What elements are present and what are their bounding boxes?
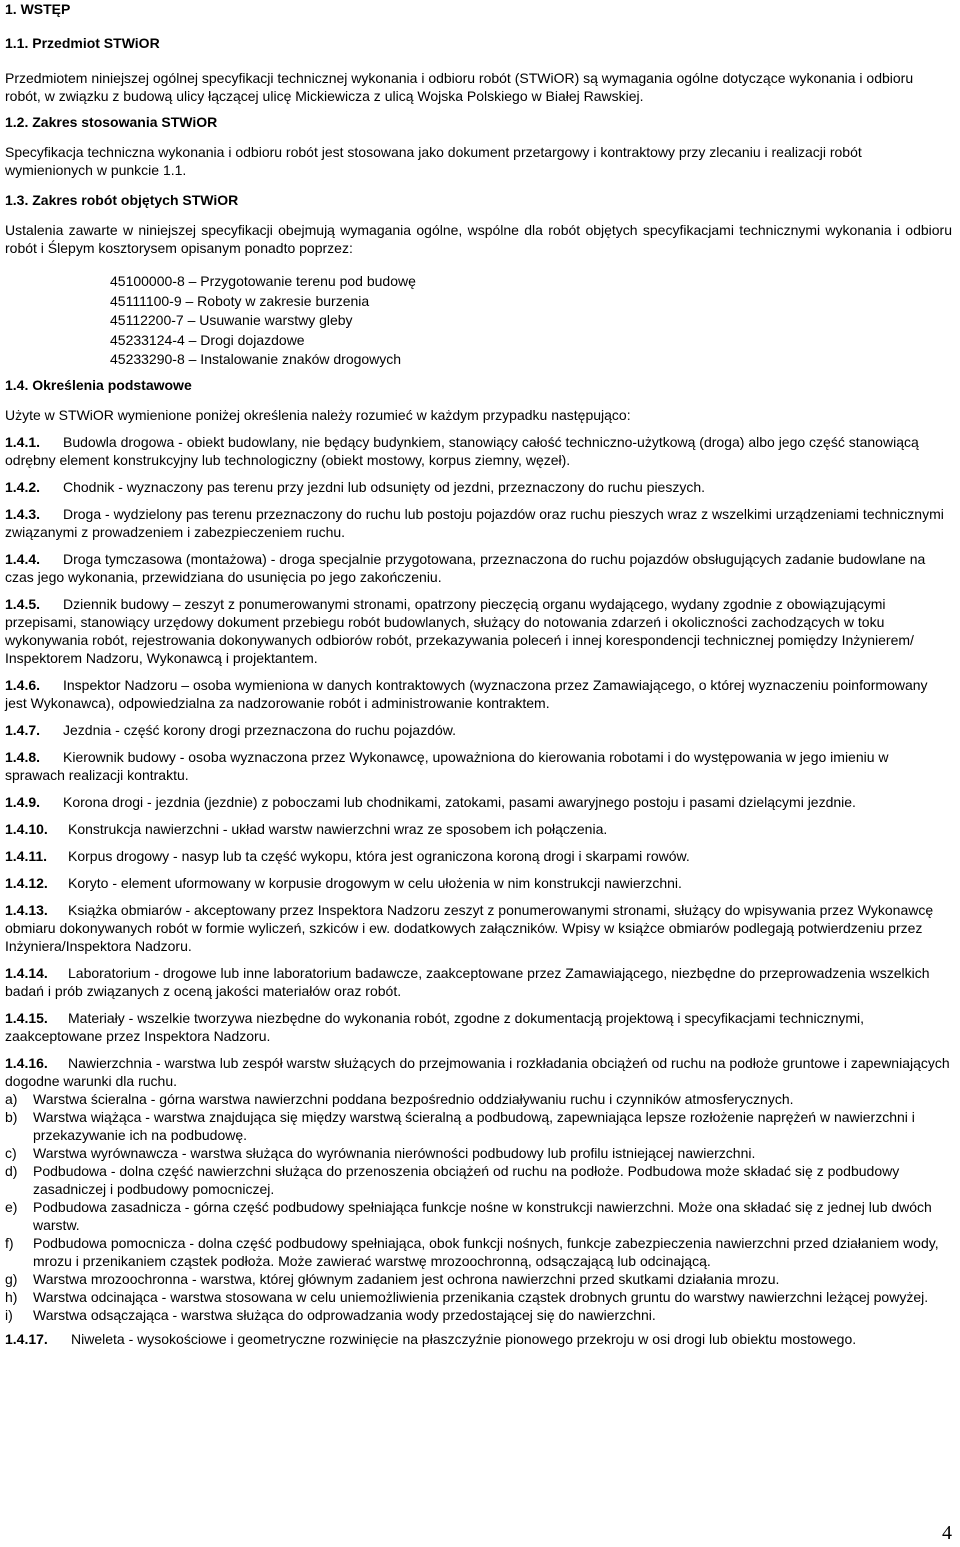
layer-item-label: a) xyxy=(5,1090,18,1107)
definition-item xyxy=(5,1054,952,1090)
section-1-2-text: Specyfikacja techniczna wykonania i odbioru robót jest stosowana jako dokument przetargowy i kontraktowy przy zlecaniu i realizacji robót wymienionych w punkcie 1.1. xyxy=(5,144,862,178)
definition-number: 1.4.2. xyxy=(5,478,41,495)
definition-number: 1.4.7. xyxy=(5,721,41,738)
layer-item xyxy=(5,1108,952,1144)
definition-text: Koryto - element uformowany w korpusie drogowym w celu ułożenia w nim konstrukcji nawierzchni. xyxy=(68,874,682,891)
layer-item-text: Warstwa odsączająca - warstwa służąca do odprowadzania wody przedostającej się do nawierzchni. xyxy=(33,1306,656,1323)
definition-text: Materiały - wszelkie tworzywa niezbędne do wykonania robót, zgodne z dokumentacją projektową i specyfikacjami technicznymi, zaakceptowane przez Inspektora Nadzoru. xyxy=(5,1009,865,1044)
cpv-item: 45112200-7 – Usuwanie warstwy gleby xyxy=(110,312,353,329)
definition-item xyxy=(5,820,952,838)
layer-item xyxy=(5,1162,952,1198)
definition-number: 1.4.10. xyxy=(5,820,48,837)
layer-item-text: Podbudowa zasadnicza - górna część podbudowy spełniająca funkcje nośne w konstrukcji nawierzchni. Może ona składać się z jednej lub dwóch warstw. xyxy=(33,1198,932,1233)
definition-text: Korpus drogowy - nasyp lub ta część wykopu, która jest ograniczona koroną drogi i skarpami rowów. xyxy=(68,847,690,864)
definition-item xyxy=(5,550,952,586)
layer-item-label: b) xyxy=(5,1108,18,1125)
cpv-item: 45111100-9 – Roboty w zakresie burzenia xyxy=(110,292,370,309)
layer-item xyxy=(5,1144,952,1162)
definition-item xyxy=(5,505,952,541)
definition-number: 1.4.3. xyxy=(5,505,41,522)
definition-number: 1.4.17. xyxy=(5,1330,48,1347)
section-1-4-intro: Użyte w STWiOR wymienione poniżej określenia należy rozumieć w każdym przypadku następująco: xyxy=(5,406,631,423)
definition-item xyxy=(5,433,952,469)
layer-item-text: Podbudowa pomocnicza - dolna część podbudowy spełniająca, obok funkcji nośnych, funkcje zabezpieczenia nawierzchni przed działaniem wody, mrozu i przenikaniem cząstek podłoża. Może zawierać warstwę mrozoochronną, odsączającą lub odcinającą. xyxy=(33,1234,939,1269)
layer-item xyxy=(5,1288,952,1306)
definitions-list xyxy=(5,433,952,1090)
layer-item-label: h) xyxy=(5,1288,18,1305)
definition-number: 1.4.1. xyxy=(5,433,41,450)
definition-text: Chodnik - wyznaczony pas terenu przy jezdni lub odsunięty od jezdni, przeznaczony do ruchu pieszych. xyxy=(63,478,706,495)
definition-text: Laboratorium - drogowe lub inne laboratorium badawcze, zaakceptowane przez Zamawiającego, niezbędne do przeprowadzenia wszelkich badań i prób związanych z oceną jakości materiałów oraz robót. xyxy=(5,964,930,999)
definition-item xyxy=(5,793,952,811)
definition-number: 1.4.15. xyxy=(5,1009,48,1026)
definition-item xyxy=(5,595,952,667)
definition-item xyxy=(5,964,952,1000)
definition-number: 1.4.6. xyxy=(5,676,41,693)
definition-item xyxy=(5,874,952,892)
definition-item xyxy=(5,721,952,739)
layer-item-text: Warstwa wiążąca - warstwa znajdująca się między warstwą ścieralną a podbudową, zapewniająca lepsze rozłożenie naprężeń w nawierzchni i przekazywanie ich na podbudowę. xyxy=(33,1108,915,1143)
section-1-3-text: Ustalenia zawarte w niniejszej specyfikacji obejmują wymagania ogólne, wspólne dla robót objętych specyfikacjami technicznymi wykonania i odbioru robót i Ślepym kosztorysem opisanym ponadto poprzez: xyxy=(5,222,952,256)
section-heading-1: 1. WSTĘP xyxy=(5,1,71,17)
document-page xyxy=(5,0,952,1348)
layer-item-text: Warstwa ścieralna - górna warstwa nawierzchni poddana bezpośrednio oddziaływaniu ruchu i czynników atmosferycznych. xyxy=(33,1090,794,1107)
definition-number: 1.4.16. xyxy=(5,1054,48,1071)
section-heading-1-3: 1.3. Zakres robót objętych STWiOR xyxy=(5,192,239,208)
definition-number: 1.4.5. xyxy=(5,595,41,612)
layer-item-text: Podbudowa - dolna część nawierzchni służąca do przenoszenia obciążeń od ruchu na podłoże. Podbudowa może składać się z podbudowy zasadniczej i podbudowy pomocniczej. xyxy=(33,1162,900,1197)
definition-number: 1.4.14. xyxy=(5,964,48,981)
definition-text: Konstrukcja nawierzchni - układ warstw nawierzchni wraz ze sposobem ich połączenia. xyxy=(68,820,608,837)
layer-item-label: c) xyxy=(5,1144,17,1161)
definition-text: Dziennik budowy – zeszyt z ponumerowanymi stronami, opatrzony pieczęcią organu wydającego, wydany zgodnie z obowiązującymi przepisami, stanowiący urzędowy dokument przebiegu robót budowlanych, służący do notowania zdarzeń i okoliczności zachodzących w toku wykonywania robót, rejestrowania dokonywanych odbiorów robót, przekazywania poleceń i innej korespondencji technicznej pomiędzy Inżynierem/ Inspektorem Nadzoru, Wykonawcą i projektantem. xyxy=(5,595,914,666)
definition-number: 1.4.13. xyxy=(5,901,48,918)
layer-item-text: Warstwa wyrównawcza - warstwa służąca do wyrównania nierówności podbudowy lub profilu istniejącej nawierzchni. xyxy=(33,1144,756,1161)
layer-item-label: e) xyxy=(5,1198,18,1215)
layer-item-label: f) xyxy=(5,1234,14,1251)
definition-item xyxy=(5,847,952,865)
cpv-item: 45100000-8 – Przygotowanie terenu pod budowę xyxy=(110,273,416,289)
definition-text: Droga tymczasowa (montażowa) - droga specjalnie przygotowana, przeznaczona do ruchu pojazdów obsługujących zadanie budowlane na czas jego wykonania, przewidziana do usunięcia po jego zakończeniu. xyxy=(5,550,926,585)
definition-number: 1.4.12. xyxy=(5,874,48,891)
cpv-item: 45233124-4 – Drogi dojazdowe xyxy=(110,331,305,348)
definition-item xyxy=(5,1009,952,1045)
definition-text: Jezdnia - część korony drogi przeznaczona do ruchu pojazdów. xyxy=(63,721,456,738)
definition-text: Budowla drogowa - obiekt budowlany, nie będący budynkiem, stanowiący całość techniczno-użytkową (droga) albo jego część stanowiącą odrębny element konstrukcyjny lub technologiczny (obiekt mostowy, korpus ziemny, węzeł). xyxy=(5,433,919,468)
definition-text: Droga - wydzielony pas terenu przeznaczony do ruchu lub postoju pojazdów oraz ruchu pieszych wraz z wszelkimi urządzeniami technicznymi związanymi z prowadzeniem i zabezpieczeniem ruchu. xyxy=(5,505,944,540)
definition-number: 1.4.11. xyxy=(5,847,48,864)
definition-number: 1.4.8. xyxy=(5,748,41,765)
layer-item-label: d) xyxy=(5,1162,18,1179)
layer-item xyxy=(5,1198,952,1234)
layer-item-label: g) xyxy=(5,1270,18,1287)
layer-items-list xyxy=(5,1090,952,1324)
section-1-1-text: Przedmiotem niniejszej ogólnej specyfikacji technicznej wykonania i odbioru robót (STWiOR) są wymagania ogólne dotyczące wykonania i odbioru robót, w związku z budową ulicy łączącej ulicę Mickiewicza z ulicą Wojska Polskiego w Białej Rawskiej. xyxy=(5,70,914,104)
layer-item-label: i) xyxy=(5,1306,13,1323)
layer-item xyxy=(5,1306,952,1324)
definition-item xyxy=(5,748,952,784)
definition-item xyxy=(5,901,952,955)
definition-text: Książka obmiarów - akceptowany przez Inspektora Nadzoru zeszyt z ponumerowanymi stronami, służący do wpisywania przez Wykonawcę obmiaru dokonywanych robót w formie wyliczeń, szkiców i ew. dodatkowych załączników. Wpisy w książce obmiarów podlegają potwierdzeniu przez Inżyniera/Inspektora Nadzoru. xyxy=(5,901,934,954)
layer-item xyxy=(5,1270,952,1288)
layer-item-text: Warstwa mrozoochronna - warstwa, której głównym zadaniem jest ochrona nawierzchni przed skutkami działania mrozu. xyxy=(33,1270,780,1287)
definition-item xyxy=(5,478,952,496)
layer-item-text: Warstwa odcinająca - warstwa stosowana w celu uniemożliwienia przenikania cząstek drobnych gruntu do warstwy nawierzchni leżącej powyżej. xyxy=(33,1288,929,1305)
definition-text: Kierownik budowy - osoba wyznaczona przez Wykonawcę, upoważniona do kierowania robotami i do występowania w jego imieniu w sprawach realizacji kontraktu. xyxy=(5,748,889,783)
definition-text: Nawierzchnia - warstwa lub zespół warstw służących do przejmowania i rozkładania obciążeń od ruchu na podłoże gruntowe i zapewniających dogodne warunki dla ruchu. xyxy=(5,1054,950,1089)
definition-item xyxy=(5,676,952,712)
cpv-code-list xyxy=(110,272,952,370)
layer-item xyxy=(5,1234,952,1270)
cpv-item: 45233290-8 – Instalowanie znaków drogowych xyxy=(110,351,402,368)
definition-text: Niweleta - wysokościowe i geometryczne rozwinięcie na płaszczyźnie pionowego przekroju w osi drogi lub obiektu mostowego. xyxy=(71,1330,857,1347)
section-heading-1-4: 1.4. Określenia podstawowe xyxy=(5,376,192,393)
definition-text: Korona drogi - jezdnia (jezdnie) z poboczami lub chodnikami, zatokami, pasami awaryjnego postoju i pasami dzielącymi jezdnie. xyxy=(63,793,856,810)
layer-item xyxy=(5,1090,952,1108)
section-heading-1-1: 1.1. Przedmiot STWiOR xyxy=(5,35,160,51)
definition-number: 1.4.4. xyxy=(5,550,41,567)
definition-text: Inspektor Nadzoru – osoba wymieniona w danych kontraktowych (wyznaczona przez Zamawiającego, o której wyznaczeniu poinformowany jest Wykonawca), odpowiedzialna za nadzorowanie robót i administrowanie kontraktem. xyxy=(5,676,928,711)
definition-item xyxy=(5,1330,952,1348)
page-number: 4 xyxy=(942,1522,952,1544)
section-heading-1-2: 1.2. Zakres stosowania STWiOR xyxy=(5,114,218,130)
definition-number: 1.4.9. xyxy=(5,793,41,810)
